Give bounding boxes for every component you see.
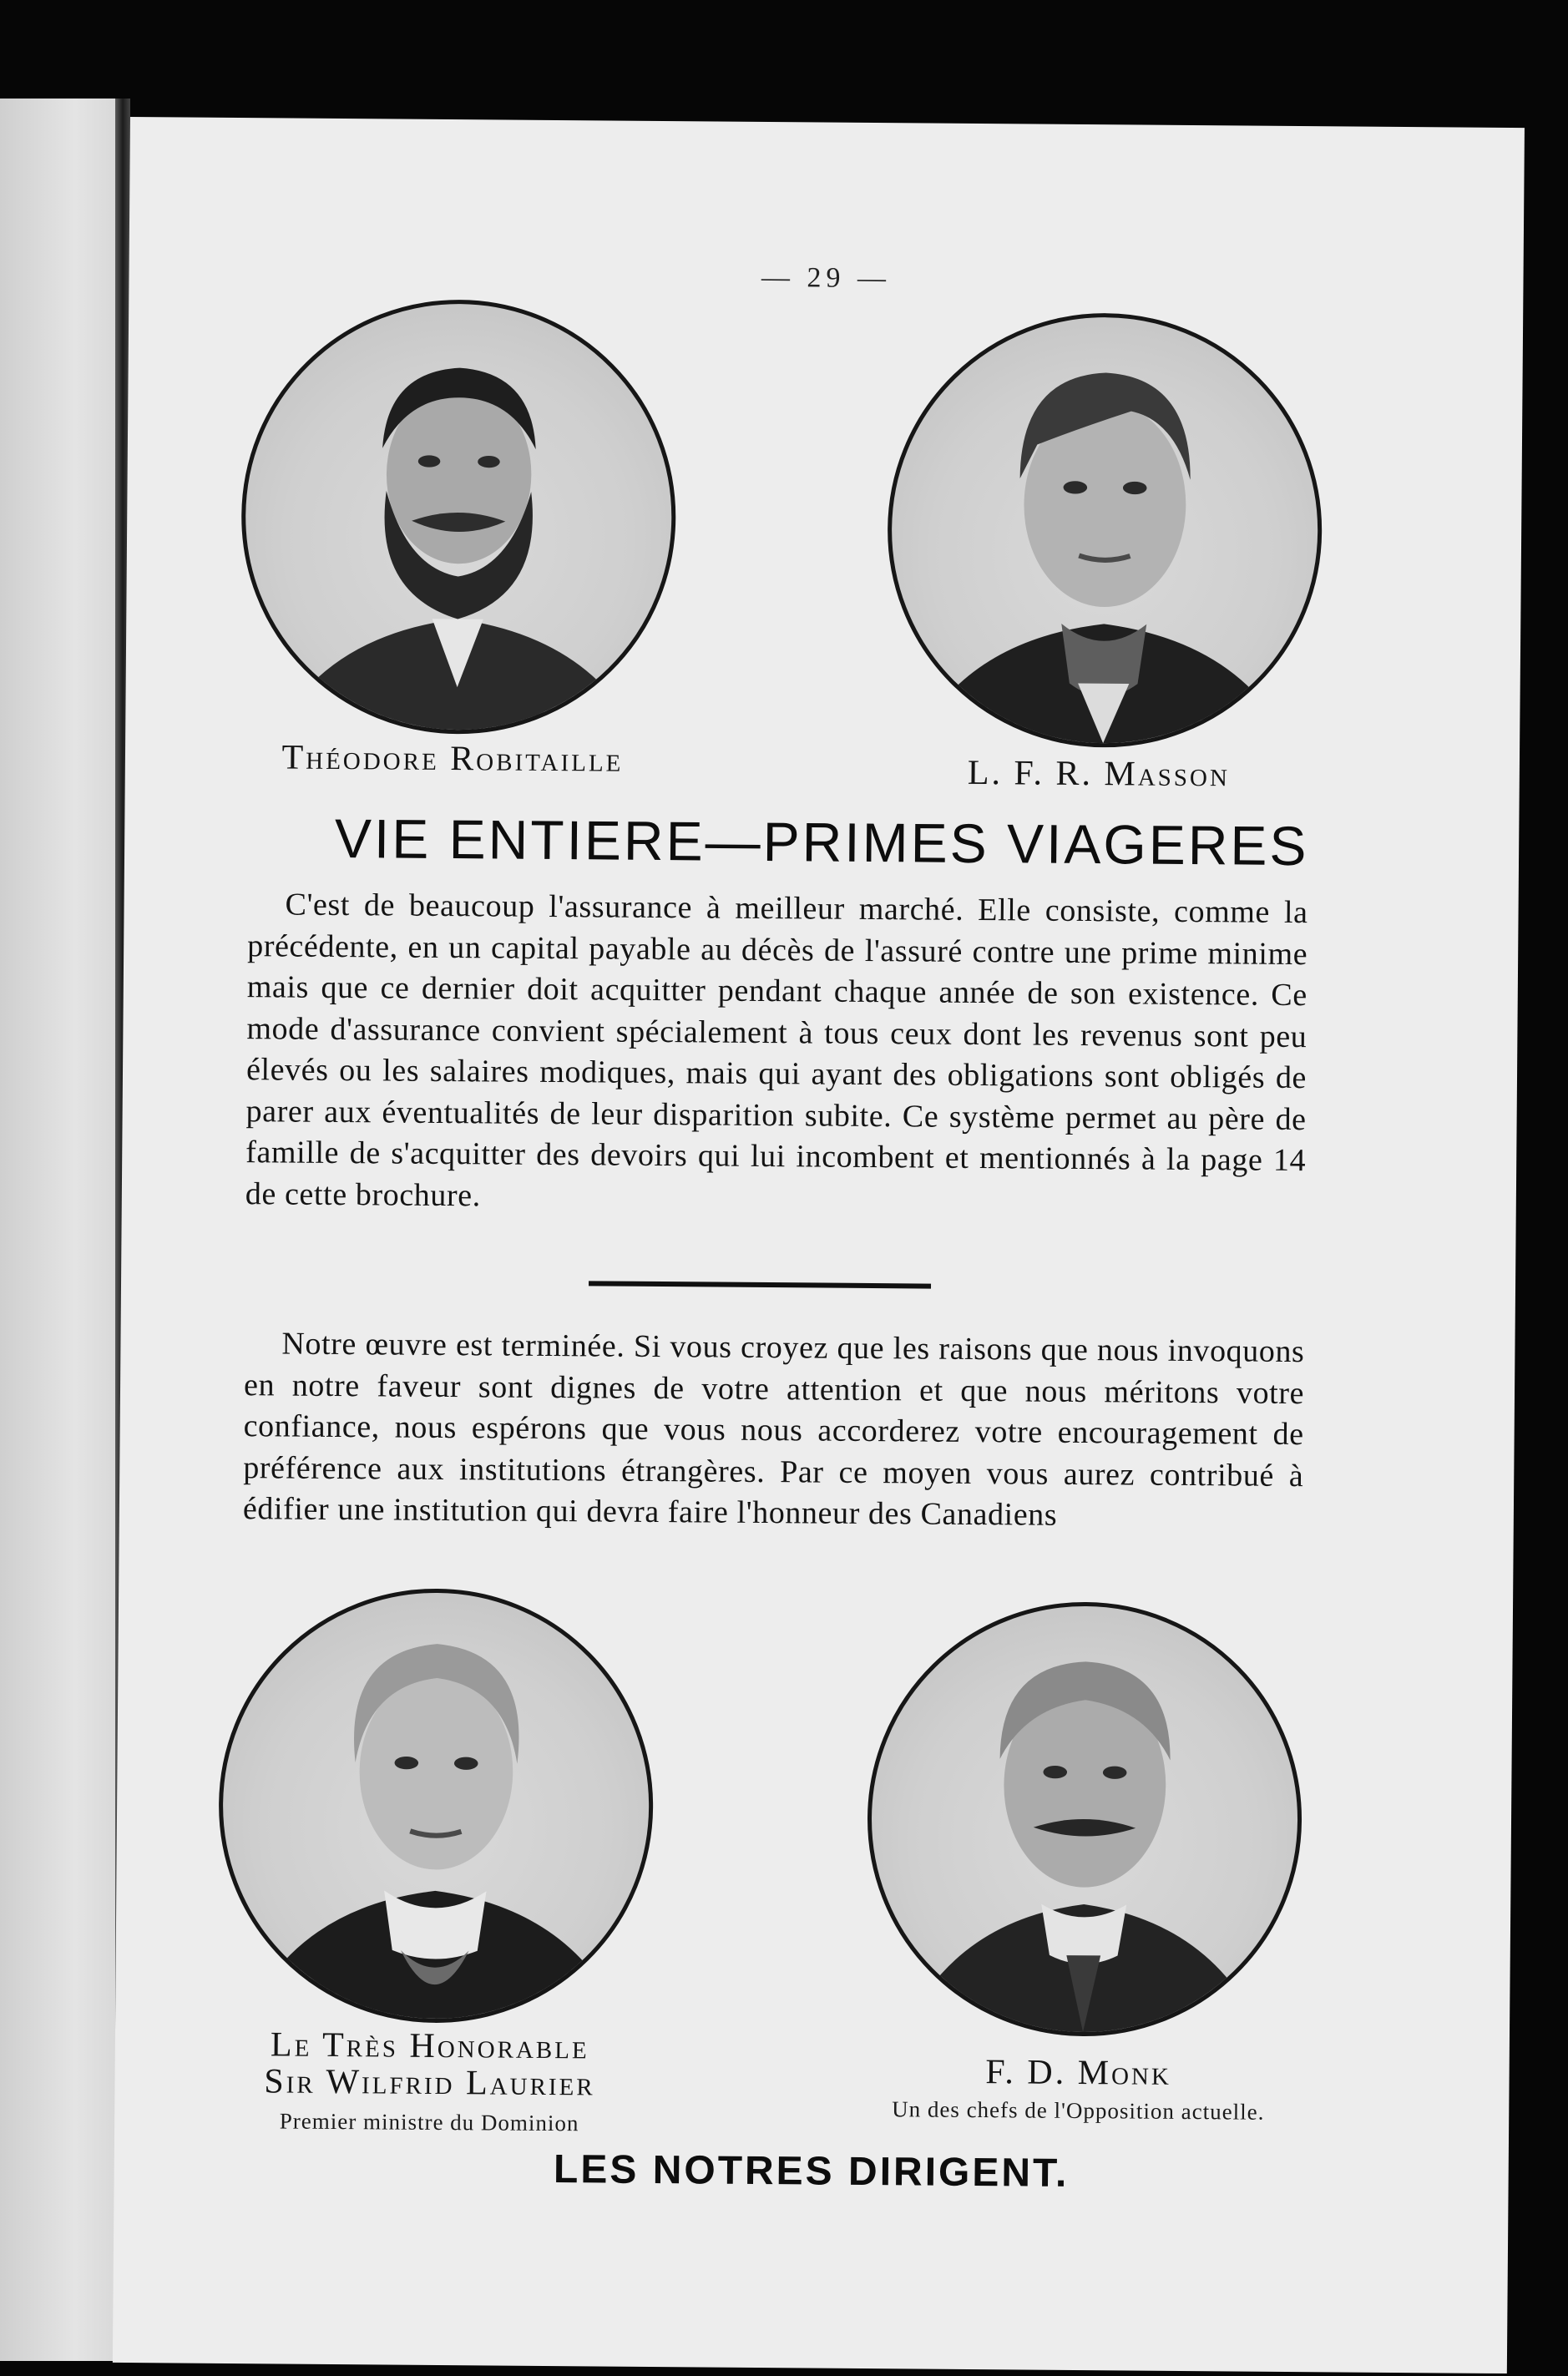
caption-masson: L. F. R. Masson xyxy=(967,753,1231,795)
document-page xyxy=(113,117,1525,2373)
section-heading: VIE ENTIERE—PRIMES VIAGERES xyxy=(334,806,1309,877)
portrait-laurier xyxy=(217,1587,655,2025)
page-number: — 29 — xyxy=(761,261,892,295)
portrait-masson xyxy=(886,311,1323,749)
portrait-robitaille-image xyxy=(244,302,673,731)
section-paragraph: C'est de beaucoup l'assurance à meilleur marché. Elle consiste, comme la précédente, en un capital payable au décès de l'assuré contre une prime minime mais que ce dernier doit acquitter pendant chaque année de son existence. Ce mode d'assurance convient spécialement à tous ceux dont les revenus sont peu élevés ou les salaires modiques, mais qui ayant des obligations sont obligés de parer aux éventualités de leur disparition subite. Ce système permet au père de famille de s'acquitter des devoirs qui lui incombent et mentionnés à la page 14 de cette brochure. xyxy=(245,887,1308,1213)
portrait-masson-image xyxy=(890,316,1319,745)
footer-heading: LES NOTRES DIRIGENT. xyxy=(553,2147,1070,2196)
facing-page-edge xyxy=(0,99,125,2361)
portrait-monk-image xyxy=(870,1605,1299,2034)
portrait-robitaille xyxy=(240,298,677,736)
portrait-laurier-image xyxy=(221,1591,650,2020)
divider-rule xyxy=(589,1281,931,1288)
caption-laurier-subtitle: Premier ministre du Dominion xyxy=(279,2108,579,2136)
caption-laurier-line2: Sir Wilfrid Laurier xyxy=(264,2062,595,2104)
portrait-monk xyxy=(866,1600,1303,2038)
caption-robitaille: Théodore Robitaille xyxy=(281,738,624,780)
closing-paragraph: Notre œuvre est terminée. Si vous croyez que les raisons que nous invoquons en notre faveur sont dignes de votre attention et que nous méritons votre confiance, nous espérons que vous nous accorderez votre encouragement de préférence aux institutions étrangères. Par ce moyen vous aurez contribué à édifier une institution qui devra faire l'honneur des Canadiens xyxy=(242,1326,1305,1533)
caption-monk-subtitle: Un des chefs de l'Opposition actuelle. xyxy=(892,2096,1265,2125)
caption-monk: F. D. Monk xyxy=(985,2053,1172,2093)
caption-laurier-line1: Le Très Honorable xyxy=(270,2025,589,2067)
